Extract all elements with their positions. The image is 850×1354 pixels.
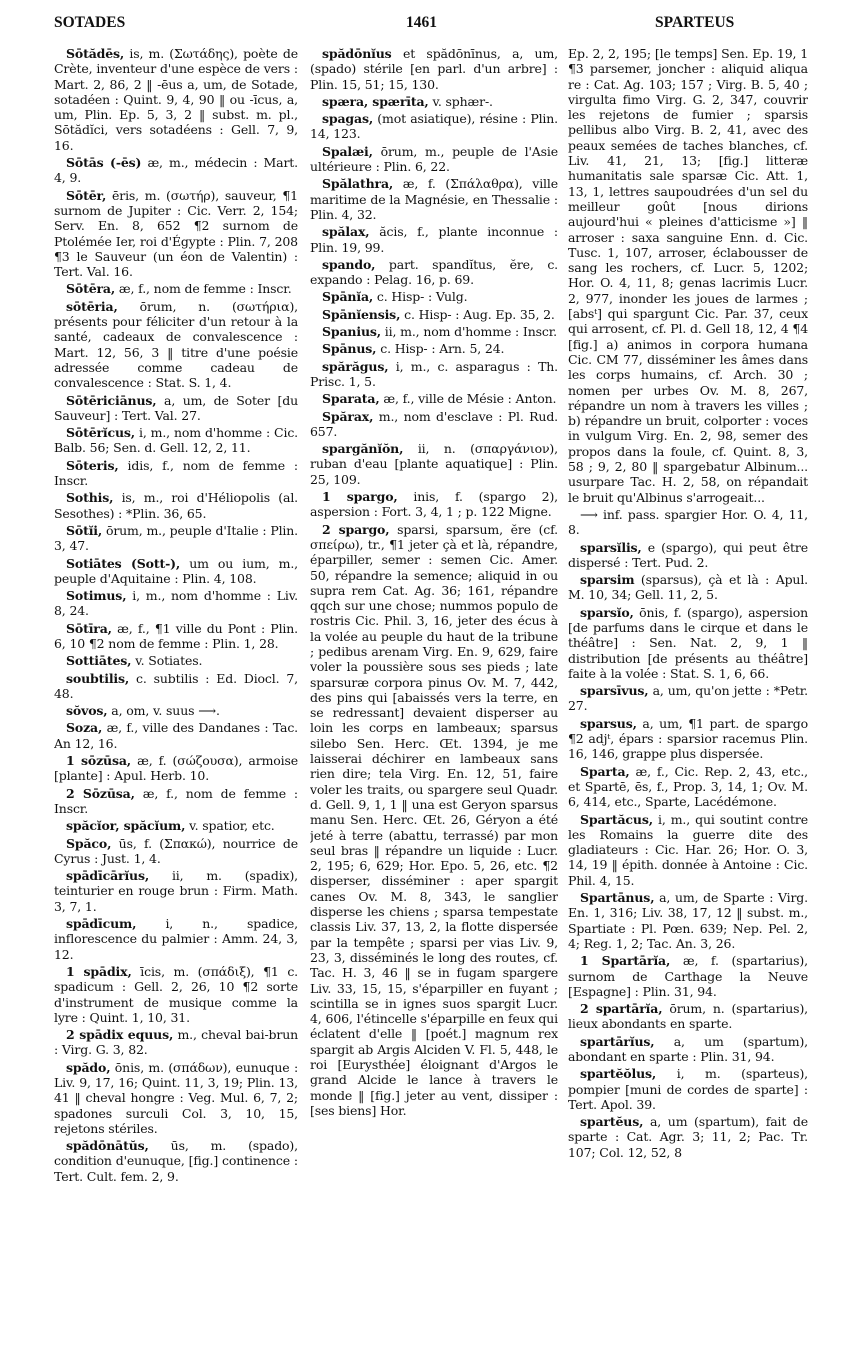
entry-headword: Spānĭa,	[322, 289, 374, 305]
dictionary-entry	[568, 1001, 808, 1032]
entry-definition: æ, f. (σώζουσα), armoise [plante] : Apul. Herb. 10.	[54, 753, 298, 784]
entry-definition: ii, m. (spadix), teinturier en rouge brun : Firm. Math. 3, 7, 1.	[54, 868, 298, 914]
entry-headword: Sottiātes,	[66, 653, 132, 669]
entry-definition: i, m., c. asparagus : Th. Prisc. 1, 5.	[310, 358, 558, 389]
dictionary-entry	[54, 1138, 298, 1184]
dictionary-entry	[54, 1027, 298, 1058]
dictionary-entry	[310, 111, 558, 142]
dictionary-entry	[54, 621, 298, 652]
entry-definition: v. spatior, etc.	[185, 818, 275, 834]
entry-headword: Sōteris,	[66, 457, 119, 473]
entry-headword: spargănĭŏn,	[322, 441, 404, 457]
dictionary-entry	[54, 155, 298, 186]
entry-definition: um ou ium, m., peuple d'Aquitaine : Plin. 4, 108.	[54, 555, 298, 586]
dictionary-entry	[310, 489, 558, 520]
dictionary-entry	[568, 764, 808, 810]
entry-definition: (sparsus), çà et là : Apul. M. 10, 34; Gell. 11, 2, 5.	[568, 572, 808, 603]
dictionary-entry	[310, 257, 558, 288]
entry-headword: Sothis,	[66, 490, 114, 506]
entry-definition: c. Hisp- : Aug. Ep. 35, 2.	[400, 306, 555, 322]
entry-definition: sparsi, sparsum, ĕre (cf. σπείρω), tr., ¶1 jeter çà et là, répandre, éparpiller, semer : semen Cic. Amer. 50, répandre la semence; aliquid in ou supra rem Cat. Ag. 36; 161, répandre qqch sur une chose; nummos populo de rostris Cic. Phil. 3, 16, jeter des écus à la volée au peuple du haut de la tribune ; pedibus arenam Virg. En. 9, 629, faire voler la poussière sous ses pieds ; late sparsuræ corpora pinus Ov. M. 7, 442, des pins qui [abaissés vers la terre, en se redressant] devaient disperser au loin les corps en lambeaux; sparsus silebo Sen. Herc. Œt. 1394, je me laisserai déchirer en lambeaux sans rien dire; tela Virg. En. 12, 51, faire voler les traits, ou spargere seul Quadr. d. Gell. 9, 1, 1 ‖ una est Geryon sparsus manu Sen. Herc. Œt. 26, Géryon a été jeté à terre (abattu, terrassé) par mon seul bras ‖ répandre un liquide : Lucr. 2, 195; 6, 629; Hor. Epo. 5, 26, etc. ¶2 disperser, disséminer : aper spargit canes Ov. M. 8, 343, le sanglier disperse les chiens ; sparsa tempestate classis Liv. 37, 13, 2, la flotte dispersée par la tempête ; sparsi per vias Liv. 9, 23, 3, disséminés le long des routes, cf. Tac. H. 3, 46 ‖ se in fugam spargere Liv. 33, 15, 15, s'éparpiller en fuyant ; scintilla se in ignes suos spargit Lucr. 4, 606, l'étincelle s'éparpille en feux qui éclatent d'elle ‖ [poét.] magnum rex spargit ab Argis Alciden V. Fl. 5, 448, le roi [Eurysthée] éloignant d'Argos le grand Alcide le lance à travers le monde ‖ [fig.] jeter au vent, dissiper : [ses biens] Hor.	[310, 521, 558, 1118]
dictionary-entry	[54, 964, 298, 1025]
entry-definition: ūs, f. (Σπακώ), nourrice de Cyrus : Just. 1, 4.	[54, 835, 298, 866]
dictionary-entry	[54, 786, 298, 817]
entry-headword: 1 sōzūsa,	[66, 753, 132, 769]
entry-headword: Sōtēr,	[66, 187, 107, 203]
dictionary-entry	[568, 683, 808, 714]
entry-definition: æ, f., ¶1 ville du Pont : Plin. 6, 10 ¶2 nom de femme : Plin. 1, 28.	[54, 620, 298, 651]
entry-headword: sparsus,	[580, 715, 637, 731]
entry-headword: sparsĭlis,	[580, 539, 642, 555]
entry-definition: et spădōnīnus, a, um, (spado) stérile [en parl. d'un arbre] : Plin. 15, 51; 15, 130.	[310, 46, 558, 92]
dictionary-entry	[54, 393, 298, 424]
dictionary-entry	[568, 716, 808, 762]
dictionary-entry	[568, 890, 808, 951]
entry-definition: m., cheval bai-brun : Virg. G. 3, 82.	[54, 1027, 298, 1058]
dictionary-entry	[54, 188, 298, 280]
entry-definition: part. spandĭtus, ĕre, c. expando : Pelag. 16, p. 69.	[310, 256, 558, 288]
entry-definition: Ep. 2, 2, 195; [le temps] Sen. Ep. 19, 1 ¶3 parsemer, joncher : aliquid aliqua re : Cat. Ag. 103; 157 ; Virg. B. 5, 40 ; virgulta fimo Virg. G. 2, 347, couvrir les rejetons de fumier ; sparsis pellibus albo Virg. B. 2, 41, avec des peaux semées de taches blanches, cf. Liv. 41, 21, 13; [fig.] litteræ humanitatis sale sparsæ Cic. Att. 1, 13, 1, lettres saupoudrées d'un sel du meilleur goût [nous dirions aujourd'hui « pleines d'atticisme »] ‖ arroser : saxa sanguine Enn. d. Cic. Tusc. 1, 107, arroser, éclabousser de sang les rochers, cf. Lucr. 5, 1202; Hor. O. 4, 11, 8; genas lacrimis Lucr. 2, 977, inonder les joues de larmes ; [absᵗ] qui spargunt Cic. Par. 37, ceux qui arrosent, cf. Pl. d. Gell 18, 12, 4 ¶4 [fig.] a) animos in corpora humana Cic. CM 77, disséminer les âmes dans les corps humains, cf. Arch. 30 ; nomen per urbes Ov. M. 8, 267, répandre un nom à travers les villes ; b) répandre un bruit, colporter : voces in vulgum Virg. En. 2, 98, semer des propos dans la foule, cf. Quint. 8, 3, 58 ; 9, 2, 80 ‖ spargebatur Albinum... usurpare Tac. H. 2, 58, on répandait le bruit qu'Albinus s'arrogeait...	[568, 46, 808, 505]
entry-definition: v. Sotiates.	[131, 653, 203, 669]
entry-definition: i, m. (sparteus), pompier [muni de cordes de sparte] : Tert. Apol. 39.	[568, 1066, 808, 1112]
dictionary-entry	[54, 299, 298, 391]
entry-definition: i, m., qui soutint contre les Romains la guerre dite des gladiateurs : Cic. Har. 26; Hor. O. 3, 14, 19 ‖ épith. donnée à Antoine : Cic. Phil. 4, 15.	[568, 811, 808, 888]
dictionary-entry	[568, 507, 808, 538]
entry-definition: ūs, m. (spado), condition d'eunuque, [fig.] continence : Tert. Cult. fem. 2, 9.	[54, 1138, 298, 1184]
entry-headword: sparsīvus,	[580, 683, 649, 699]
entry-headword: Spanius,	[322, 324, 381, 340]
dictionary-entry	[54, 458, 298, 489]
entry-definition: c. subtilis : Ed. Diocl. 7, 48.	[54, 670, 298, 701]
dictionary-entry	[568, 46, 808, 505]
entry-headword: 1 spargo,	[322, 489, 398, 505]
entry-headword: 2 Sōzūsa,	[66, 785, 135, 801]
running-header	[0, 14, 850, 38]
entry-headword: spando,	[322, 256, 376, 272]
entry-definition: ōrum, n. (spartarius), lieux abondants en sparte.	[568, 1001, 808, 1032]
dictionary-entry	[54, 753, 298, 784]
entry-headword: Sōtērĭcus,	[66, 425, 136, 441]
entry-headword: spartĕus,	[580, 1114, 644, 1130]
entry-definition: i, m., nom d'homme : Liv. 8, 24.	[54, 588, 298, 619]
entry-definition: ōrum, n. (σωτήρια), présents pour féliciter d'un retour à la santé, cadeaux de convalescence : Mart. 12, 56, 3 ‖ titre d'une poésie adressée comme cadeau de convalescence : Stat. S. 1, 4.	[54, 298, 298, 391]
dictionary-entry	[54, 588, 298, 619]
dictionary-entry	[310, 224, 558, 255]
entry-headword: spăcĭor, spăcĭum,	[66, 818, 186, 834]
entry-headword: spartārĭus,	[580, 1033, 655, 1049]
dictionary-entry	[568, 1034, 808, 1065]
entry-headword: spādīcārĭus,	[66, 868, 150, 884]
dictionary-entry	[310, 341, 558, 356]
entry-headword: Spartānus,	[580, 890, 655, 906]
dictionary-entry	[568, 605, 808, 681]
entry-definition: v. sphær-.	[428, 93, 493, 109]
dictionary-entry	[54, 916, 298, 962]
entry-definition: a, um, qu'on jette : *Petr. 27.	[568, 683, 808, 714]
dictionary-entry	[568, 572, 808, 603]
entry-definition: ōrum, m., peuple d'Italie : Plin. 3, 47.	[54, 522, 298, 554]
entry-headword: Spānus,	[322, 341, 377, 357]
entry-headword: 1 spādix,	[66, 963, 132, 979]
entry-definition: c. Hisp- : Arn. 5, 24.	[376, 341, 505, 357]
dictionary-entry	[54, 281, 298, 296]
entry-headword: Spartăcus,	[580, 811, 653, 827]
entry-definition: æ, f. (spartarius), surnom de Carthage la Neuve [Espagne] : Plin. 31, 94.	[568, 953, 808, 999]
right-guide-word: SPARTEUS	[655, 14, 735, 31]
dictionary-entry	[54, 836, 298, 867]
dictionary-entry	[54, 653, 298, 668]
entry-definition: ⟶ inf. pass. spargier Hor. O. 4, 11, 8.	[568, 506, 808, 538]
entry-definition: ōnis, f. (spargo), aspersion [de parfums dans le cirque et dans le théâtre] : Sen. Nat. 2, 9, 1 ‖ distribution [de présents au théâtre] faite à la volée : Stat. S. 1, 6, 66.	[568, 604, 808, 681]
dictionary-entry	[310, 144, 558, 175]
entry-definition: ii, m., nom d'homme : Inscr.	[380, 324, 557, 340]
entry-headword: spartĕŏlus,	[580, 1066, 657, 1082]
entry-definition: a, um (spartum), abondant en sparte : Plin. 31, 94.	[568, 1033, 808, 1064]
entry-definition: is, m., roi d'Héliopolis (al. Sesothes) : *Plin. 36, 65.	[54, 490, 298, 521]
dictionary-entry	[310, 409, 558, 440]
entry-headword: sōtēria,	[66, 298, 118, 314]
dictionary-entry	[54, 523, 298, 554]
entry-definition: a, um, de Soter [du Sauveur] : Tert. Val. 27.	[54, 392, 298, 423]
entry-headword: Sotiātes (Sott-),	[66, 555, 181, 571]
entry-headword: Sōtēra,	[66, 281, 116, 297]
entry-headword: sŏvos,	[66, 703, 108, 719]
entry-definition: idis, f., nom de femme : Inscr.	[54, 457, 298, 489]
entry-headword: Sotimus,	[66, 588, 127, 604]
dictionary-entry	[54, 720, 298, 751]
dictionary-entry	[54, 703, 298, 718]
entry-definition: ăcis, f., plante inconnue : Plin. 19, 99.	[310, 224, 558, 255]
column-3	[568, 46, 808, 1346]
entry-headword: 2 spartārĭa,	[580, 1001, 663, 1017]
dictionary-entry	[54, 490, 298, 521]
entry-headword: sparsim	[580, 572, 635, 588]
dictionary-entry	[54, 1060, 298, 1136]
entry-headword: Spărax,	[322, 408, 374, 424]
dictionary-entry	[310, 324, 558, 339]
left-guide-word: SOTADES	[54, 14, 126, 31]
dictionary-entry	[310, 94, 558, 109]
dictionary-entry	[54, 556, 298, 587]
entry-definition: īcis, m. (σπάδιξ), ¶1 c. spadicum : Gell. 2, 26, 10 ¶2 sorte d'instrument de musique comme la lyre : Quint. 1, 10, 31.	[54, 963, 298, 1025]
dictionary-entry	[310, 441, 558, 487]
entry-headword: Sōtĭi,	[66, 522, 103, 538]
entry-definition: is, m. (Σωτάδης), poète de Crète, inventeur d'une espèce de vers : Mart. 2, 86, 2 ‖ -ēus a, um, de Sotade, sotadéen : Quint. 9, 4, 90 ‖ ou -īcus, a, um, Plin. Ep. 5, 3, 2 ‖ subst. m. pl., Sōtădĭci, vers sotadéens : Gell. 7, 9, 16.	[54, 46, 298, 153]
entry-headword: 1 Spartārĭa,	[580, 953, 671, 969]
entry-definition: c. Hisp- : Vulg.	[373, 289, 468, 305]
dictionary-entry	[310, 359, 558, 390]
entry-headword: Spălathra,	[322, 176, 394, 192]
entry-headword: spădo,	[66, 1059, 111, 1075]
column-1	[54, 46, 298, 1346]
entry-headword: spălax,	[322, 224, 370, 240]
dictionary-entry	[54, 818, 298, 833]
entry-definition: ōrum, m., peuple de l'Asie ultérieure : Plin. 6, 22.	[310, 143, 558, 175]
entry-definition: (mot asiatique), résine : Plin. 14, 123.	[310, 111, 558, 142]
entry-headword: sparsĭo,	[580, 604, 634, 620]
dictionary-entry	[568, 540, 808, 571]
entry-headword: soubtilis,	[66, 670, 130, 686]
page-number: 1461	[406, 14, 437, 31]
entry-headword: Sparata,	[322, 391, 380, 407]
entry-definition: æ, f., ville de Mésie : Anton.	[379, 391, 557, 407]
dictionary-entry	[310, 391, 558, 406]
entry-headword: Sparta,	[580, 763, 630, 779]
entry-headword: Spalæi,	[322, 143, 373, 159]
entry-definition: inis, f. (spargo 2), aspersion : Fort. 3, 4, 1 ; p. 122 Migne.	[310, 489, 558, 520]
entry-definition: i, m., nom d'homme : Cic. Balb. 56; Sen. d. Gell. 12, 2, 11.	[54, 425, 298, 456]
dictionary-entry	[568, 812, 808, 888]
entry-headword: spădōnātŭs,	[66, 1138, 149, 1154]
entry-headword: Sōtădēs,	[66, 46, 125, 61]
entry-definition: i, n., spadice, inflorescence du palmier : Amm. 24, 3, 12.	[54, 916, 298, 962]
entry-headword: spādīcum,	[66, 916, 137, 932]
dictionary-entry	[54, 46, 298, 153]
entry-definition: e (spargo), qui peut être dispersé : Tert. Pud. 2.	[568, 539, 808, 570]
entry-definition: æ, m., médecin : Mart. 4, 9.	[54, 155, 298, 186]
entry-headword: spæra, spærīta,	[322, 93, 429, 109]
dictionary-entry	[54, 671, 298, 702]
entry-headword: Sōtās (-ēs)	[66, 155, 142, 171]
dictionary-entry	[54, 425, 298, 456]
dictionary-entry	[568, 1066, 808, 1112]
entry-definition: a, um, de Sparte : Virg. En. 1, 316; Liv. 38, 17, 12 ‖ subst. m., Spartiate : Pl. Pœn. 639; Nep. Pel. 2, 4; Reg. 1, 2; Tac. An. 3, 26.	[568, 890, 808, 951]
dictionary-entry	[568, 1114, 808, 1160]
entry-headword: Spānĭensis,	[322, 306, 401, 322]
dictionary-entry	[310, 289, 558, 304]
entry-headword: spărăgus,	[322, 358, 389, 374]
entry-definition: æ, f., nom de femme : Inscr.	[54, 785, 298, 816]
entry-definition: ōnis, m. (σπάδων), eunuque : Liv. 9, 17, 16; Quint. 11, 3, 19; Plin. 13, 41 ‖ cheval hongre : Veg. Mul. 6, 7, 2; spadones surculi Col. 3, 10, 15, rejetons stériles.	[54, 1059, 298, 1136]
entry-definition: æ, f. (Σπάλαθρα), ville maritime de la Magnésie, en Thessalie : Plin. 4, 32.	[310, 176, 558, 222]
entry-definition: æ, f., Cic. Rep. 2, 43, etc., et Spartē, ēs, f., Prop. 3, 14, 1; Ov. M. 6, 414, etc., Sparte, Lacédémone.	[568, 763, 808, 810]
entry-definition: æ, f., nom de femme : Inscr.	[115, 281, 292, 297]
entry-headword: 2 spādix equus,	[66, 1027, 174, 1043]
entry-definition: a, um (spartum), fait de sparte : Cat. Agr. 3; 11, 2; Pac. Tr. 107; Col. 12, 52, 8	[568, 1114, 808, 1160]
entry-definition: a, om, v. suus ⟶.	[107, 703, 220, 719]
entry-headword: Sōtēriciānus,	[66, 392, 157, 408]
dictionary-entry	[310, 46, 558, 92]
entry-definition: a, um, ¶1 part. de spargo ¶2 adjᵗ, épars : sparsior racemus Plin. 16, 146, grappe plus dispersée.	[568, 715, 808, 762]
entry-headword: Spăco,	[66, 835, 112, 851]
entry-headword: 2 spargo,	[322, 521, 390, 537]
entry-headword: spagas,	[322, 111, 374, 127]
entry-definition: ēris, m. (σωτήρ), sauveur, ¶1 surnom de Jupiter : Cic. Verr. 2, 154; Serv. En. 8, 652 ¶2 surnom de Ptolémée Ier, roi d'Égypte : Plin. 7, 208 ¶3 le Sauveur (un éon de Valentin) : Tert. Val. 16.	[54, 187, 298, 280]
entry-definition: æ, f., ville des Dandanes : Tac. An 12, 16.	[54, 720, 298, 751]
dictionary-entry	[310, 522, 558, 1119]
dictionary-entry	[310, 307, 558, 322]
entry-definition: m., nom d'esclave : Pl. Rud. 657.	[310, 408, 558, 439]
column-2	[310, 46, 558, 1346]
entry-headword: spădōnĭus	[322, 46, 392, 61]
dictionary-entry	[54, 868, 298, 914]
dictionary-entry	[568, 953, 808, 999]
dictionary-entry	[310, 176, 558, 222]
entry-headword: Soza,	[66, 720, 103, 736]
entry-headword: Sōtīra,	[66, 620, 112, 636]
entry-definition: ii, n. (σπαργάνιον), ruban d'eau [plante aquatique] : Plin. 25, 109.	[310, 441, 558, 487]
